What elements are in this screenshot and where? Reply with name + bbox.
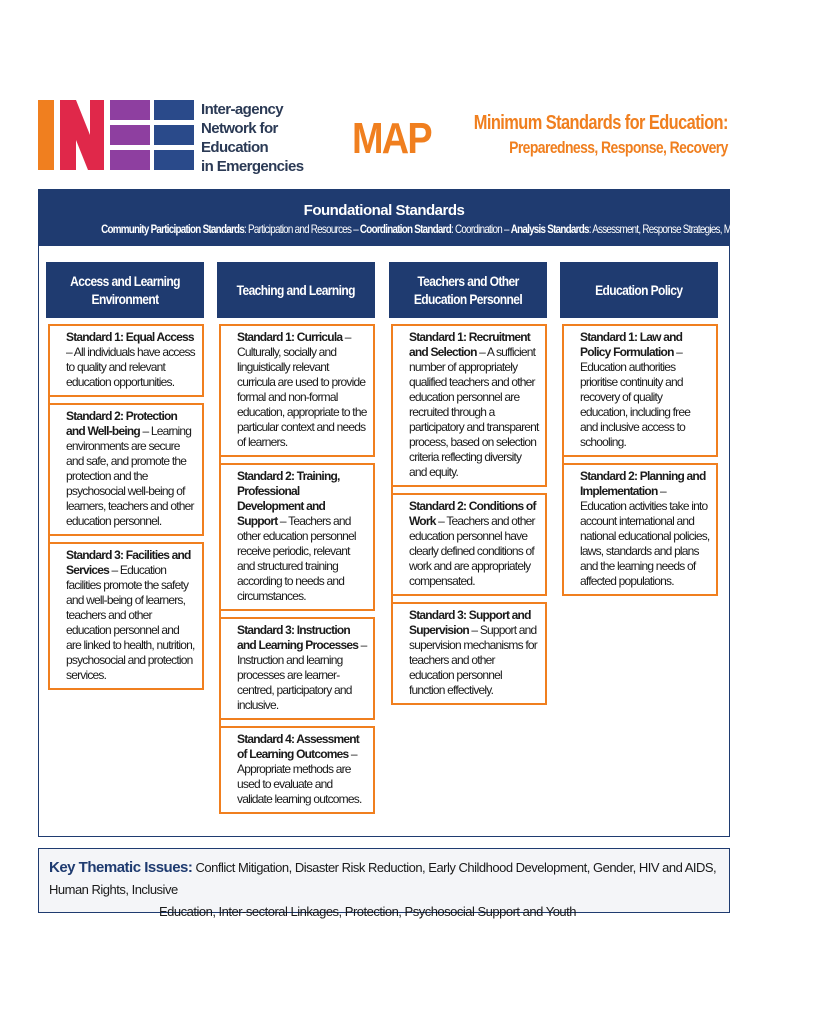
standard-title: Standard 1: Law and Policy Formulation — [580, 330, 683, 359]
subtitle-block — [418, 110, 728, 160]
standards-frame — [38, 189, 819, 837]
standard-text: – All individuals have access to quality and relevant education opportunities. — [66, 345, 195, 389]
standard-text: – A sufficient number of appropriately qualified teachers and other education personnel are recruited through a participatory and transparent process, based on selection criteria reflecting diversity and equity. — [409, 345, 539, 479]
logo-e-purple — [110, 100, 150, 170]
key-thematic-issues — [38, 848, 730, 919]
standard-card — [48, 542, 204, 690]
standard-title: Standard 3: Instruction and Learning Processes — [237, 623, 359, 652]
org-name-line-3: in Emergencies — [201, 158, 304, 175]
standard-title: Standard 1: Curricula — [237, 330, 343, 344]
standard-text: – Education authorities prioritise continuity and recovery of quality education, including free and inclusive access to schooling. — [580, 345, 691, 449]
column-teaching-learning — [217, 262, 375, 814]
column-heading: Teaching and Learning — [217, 262, 375, 318]
community-label: Community Participation Standards — [101, 222, 245, 236]
standard-card — [219, 726, 375, 814]
key-issues-text-1: Conflict Mitigation, Disaster Risk Reduction, Early Childhood Development, Gender, HIV and AIDS, Human Rights, Inclusive — [49, 860, 717, 897]
org-name-line-2: Network for Education — [201, 120, 278, 156]
standard-card — [391, 602, 547, 705]
column-body — [48, 324, 204, 690]
column-body — [219, 324, 375, 814]
standard-title: Standard 1: Recruitment and Selection — [409, 330, 530, 359]
standard-text: – Culturally, socially and linguistically relevant curricula are used to provide formal and non-formal education, appropriate to the particular context and needs of learners. — [237, 330, 367, 449]
standard-title: Standard 1: Equal Access — [66, 330, 194, 344]
foundational-line — [101, 222, 819, 236]
standard-card — [391, 493, 547, 596]
foundational-title: Foundational Standards — [303, 202, 465, 219]
logo-bar-orange — [38, 100, 54, 170]
standard-card — [48, 324, 204, 397]
standard-text: – Instruction and learning processes are learner-centred, participatory and inclusive. — [237, 638, 367, 712]
org-name-line-1: Inter-agency — [201, 101, 283, 118]
standard-title: Standard 3: Facilities and Services — [66, 548, 191, 577]
map-title: MAP — [352, 114, 431, 163]
standard-title: Standard 2: Training, Professional Development and Support — [237, 469, 340, 528]
standard-title: Standard 2: Planning and Implementation — [580, 469, 706, 498]
standard-card — [391, 324, 547, 487]
standard-text: – Education activities take into account international and national educational policies, laws, standards and plans and the learning needs of affected populations. — [580, 484, 710, 588]
standard-title: Standard 3: Support and Supervision — [409, 608, 531, 637]
standard-card — [219, 324, 375, 457]
standard-text: – Teachers and other education personnel have clearly defined conditions of work and are appropriately compensated. — [409, 514, 535, 588]
logo-e-navy — [154, 100, 194, 170]
standard-text: – Support and supervision mechanisms for teachers and other education personnel function effectively. — [409, 623, 537, 697]
column-education-policy — [560, 262, 718, 596]
standard-card — [219, 617, 375, 720]
standard-text: – Education facilities promote the safety and well-being of learners, teachers and other education personnel and are linked to health, nutrition, psychosocial and protection services. — [66, 563, 195, 682]
analysis-text: : Assessment, Response Strategies, Monitoring and Evaluation — [588, 222, 819, 236]
standard-card — [219, 463, 375, 611]
standard-card — [562, 463, 718, 596]
ineе-logo — [38, 100, 194, 170]
standard-card — [562, 324, 718, 457]
key-issues-text-2: Education, Inter-sectoral Linkages, Protection, Psychosocial Support and Youth — [159, 904, 577, 919]
coordination-label: Coordination Standard — [359, 222, 452, 236]
coordination-text: : Coordination – — [451, 222, 511, 236]
standard-text: – Learning environments are secure and safe, and promote the protection and the psychosocial well-being of learners, teachers and other education personnel. — [66, 424, 194, 528]
subtitle-sub: Preparedness, Response, Recovery — [509, 138, 728, 157]
logo-n-red — [60, 100, 104, 170]
column-heading: Teachers and Other Education Personnel — [389, 262, 547, 318]
column-teachers-personnel — [389, 262, 547, 705]
standard-title: Standard 4: Assessment of Learning Outcomes — [237, 732, 360, 761]
analysis-label: Analysis Standards — [510, 222, 589, 236]
standard-title: Standard 2: Conditions of Work — [409, 499, 536, 528]
standard-card — [48, 403, 204, 536]
subtitle-main: Minimum Standards for Education: — [473, 112, 728, 134]
standard-text: – Teachers and other education personnel receive periodic, relevant and structured training according to needs and circumstances. — [237, 514, 356, 603]
foundational-standards-bar — [39, 190, 819, 246]
community-text: : Participation and Resources – — [244, 222, 360, 236]
key-issues-label: Key Thematic Issues: — [49, 859, 193, 876]
standard-title: Standard 2: Protection and Well-being — [66, 409, 178, 438]
org-name — [201, 100, 341, 176]
column-access-learning-environment — [46, 262, 204, 690]
column-body — [391, 324, 547, 705]
column-heading: Education Policy — [560, 262, 718, 318]
column-heading: Access and Learning Environment — [46, 262, 204, 318]
standard-text: – Appropriate methods are used to evaluate and validate learning outcomes. — [237, 747, 362, 806]
column-body — [562, 324, 718, 596]
